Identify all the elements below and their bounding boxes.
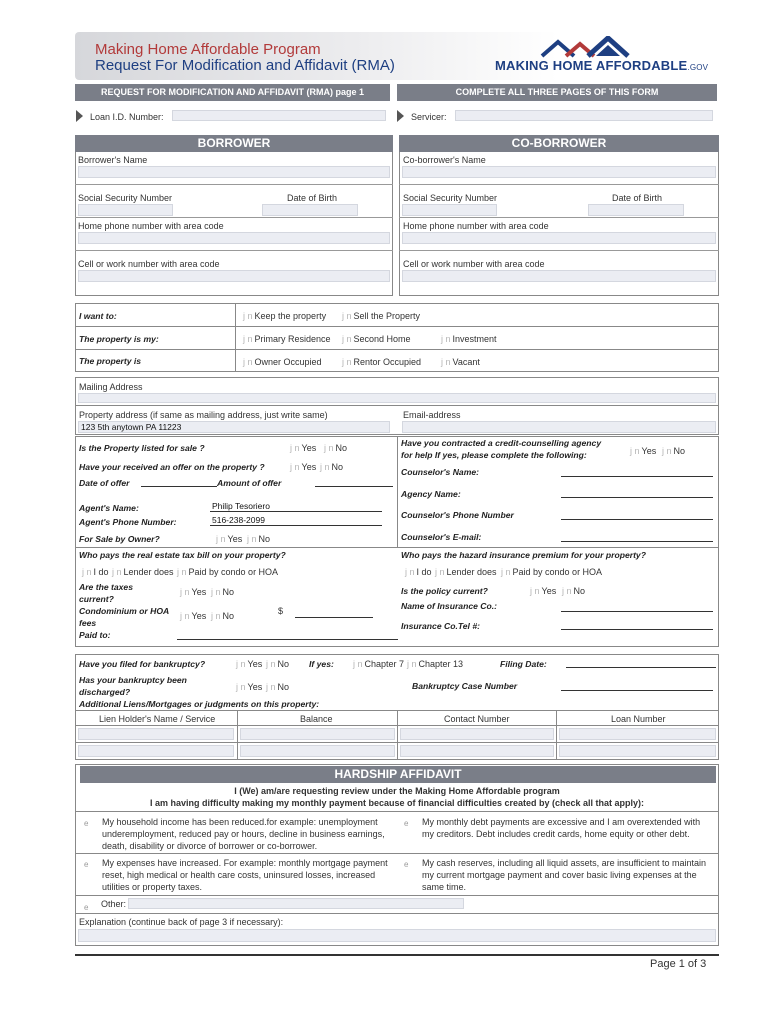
- amount-of-offer-input[interactable]: [315, 477, 393, 487]
- policy-current-label: Is the policy current?: [401, 586, 488, 596]
- hardship-item-cash: My cash reserves, including all liquid assets, are insufficient to maintain my current mortgage payment and cover basic living expenses at the same time.: [422, 858, 706, 892]
- offer-received-label: Have your received an offer on the property ?: [79, 462, 265, 472]
- page-number: Page 1 of 3: [650, 958, 707, 970]
- lien-contact-input-1[interactable]: [400, 728, 554, 740]
- servicer-label: Servicer:: [411, 112, 447, 122]
- borrower-cell-input[interactable]: [78, 270, 390, 282]
- divider: [556, 710, 557, 760]
- discharged-yes-radio[interactable]: j n Yes: [236, 682, 263, 692]
- counselling-yes-radio[interactable]: j n Yes: [630, 446, 657, 456]
- lien-loan-input-2[interactable]: [559, 745, 716, 757]
- if-yes-label: If yes:: [309, 659, 334, 669]
- primary-residence-radio[interactable]: j n Primary Residence: [243, 334, 331, 344]
- insurance-co-input[interactable]: [561, 602, 713, 612]
- coborrower-dob-label: Date of Birth: [612, 193, 663, 203]
- condo-fee-amount-input[interactable]: [295, 608, 373, 618]
- divider: [75, 742, 719, 743]
- taxes-current-label-1: Are the taxes: [79, 582, 133, 592]
- coborrower-ssn-input[interactable]: [402, 204, 497, 216]
- property-is-my-label: The property is my:: [79, 334, 159, 344]
- income-reduced-checkbox[interactable]: e: [84, 819, 89, 828]
- divider: [75, 405, 719, 406]
- other-label: Other:: [101, 899, 127, 909]
- hardship-heading: HARDSHIP AFFIDAVIT: [80, 766, 716, 783]
- chapter-13-radio[interactable]: j n Chapter 13: [407, 659, 464, 669]
- liens-label: Additional Liens/Mortgages or judgments on this property:: [79, 699, 320, 709]
- coborrower-cell-label: Cell or work number with area code: [403, 259, 545, 269]
- condo-fees-label-2: fees: [79, 618, 97, 628]
- discharged-label-2: discharged?: [79, 687, 131, 697]
- credit-counselling-label-2: for help If yes, please complete the following:: [401, 450, 587, 460]
- taxes-current-label-2: current?: [79, 594, 114, 604]
- property-address-label: Property address (if same as mailing address, just write same): [79, 410, 328, 420]
- borrower-home-phone-label: Home phone number with area code: [78, 221, 224, 231]
- divider: [75, 250, 393, 251]
- borrower-heading: BORROWER: [75, 135, 393, 152]
- agent-name-label: Agent's Name:: [79, 503, 139, 513]
- counselor-name-label: Counselor's Name:: [401, 467, 479, 477]
- lien-holder-input-2[interactable]: [78, 745, 234, 757]
- dollar-sign: $: [278, 606, 284, 616]
- borrower-cell-label: Cell or work number with area code: [78, 259, 220, 269]
- tax-bill-label: Who pays the real estate tax bill on your property?: [79, 550, 286, 560]
- coborrower-name-input[interactable]: [402, 166, 716, 178]
- coborrower-cell-input[interactable]: [402, 270, 716, 282]
- counselor-phone-label: Counselor's Phone Number: [401, 510, 514, 520]
- coborrower-dob-input[interactable]: [588, 204, 684, 216]
- footer-rule: [75, 954, 719, 956]
- borrower-dob-input[interactable]: [262, 204, 358, 216]
- fsbo-yes-radio[interactable]: j n Yes: [216, 534, 243, 544]
- program-title: Making Home Affordable Program: [95, 41, 321, 58]
- divider: [237, 710, 238, 760]
- coborrower-ssn-label: Social Security Number: [403, 193, 498, 203]
- coborrower-home-phone-label: Home phone number with area code: [403, 221, 549, 231]
- date-of-offer-label: Date of offer: [79, 478, 130, 488]
- listed-for-sale-label: Is the Property listed for sale ?: [79, 443, 205, 453]
- owner-occupied-radio[interactable]: j n Owner Occupied: [243, 357, 322, 367]
- coborrower-home-phone-input[interactable]: [402, 232, 716, 244]
- col-loan-number: Loan Number: [611, 714, 666, 724]
- divider: [399, 217, 719, 218]
- coborrower-name-label: Co-borrower's Name: [403, 155, 486, 165]
- expenses-increased-checkbox[interactable]: e: [84, 860, 89, 869]
- lien-contact-input-2[interactable]: [400, 745, 554, 757]
- divider: [75, 217, 393, 218]
- borrower-ssn-label: Social Security Number: [78, 193, 173, 203]
- house-roofs-icon: [540, 36, 650, 58]
- amount-of-offer-label: Amount of offer: [217, 478, 282, 488]
- hardship-item-debt: My monthly debt payments are excessive and I am overextended with my creditors. Debt includes credit cards, home equity or other debt.: [422, 817, 701, 839]
- borrower-name-input[interactable]: [78, 166, 390, 178]
- second-home-radio[interactable]: j n Second Home: [342, 334, 411, 344]
- sell-property-radio[interactable]: j n Sell the Property: [342, 311, 421, 321]
- offer-yes-radio[interactable]: j n Yes: [290, 462, 317, 472]
- counselling-no-radio[interactable]: j n No: [662, 446, 686, 456]
- lien-holder-input-1[interactable]: [78, 728, 234, 740]
- paid-to-label: Paid to:: [79, 630, 111, 640]
- coborrower-heading: CO-BORROWER: [399, 135, 719, 152]
- mailing-address-label: Mailing Address: [79, 382, 143, 392]
- condo-no-radio[interactable]: j n No: [211, 611, 235, 621]
- policy-no-radio[interactable]: j n No: [562, 586, 586, 596]
- borrower-ssn-input[interactable]: [78, 204, 173, 216]
- divider: [397, 436, 398, 547]
- hardship-item-income: My household income has been reduced.for example: unemployment underemployment, reduced pay or hours, decline in business earnings, death, disability or divorce of borrower or co-borrower.: [102, 817, 385, 851]
- lien-loan-input-1[interactable]: [559, 728, 716, 740]
- condo-fees-label-1: Condominium or HOA: [79, 606, 170, 616]
- tax-condo-radio[interactable]: j n Paid by condo or HOA: [177, 567, 279, 577]
- bankruptcy-no-radio[interactable]: j n No: [266, 659, 290, 669]
- property-address-input[interactable]: 123 5th anytown PA 11223: [78, 421, 390, 433]
- rentor-occupied-radio[interactable]: j n Rentor Occupied: [342, 357, 422, 367]
- counselor-name-input[interactable]: [561, 467, 713, 477]
- agent-phone-label: Agent's Phone Number:: [79, 517, 177, 527]
- divider: [75, 184, 393, 185]
- tax-lender-radio[interactable]: j n Lender does: [112, 567, 174, 577]
- col-balance: Balance: [300, 714, 333, 724]
- hazard-i-do-radio[interactable]: j n I do: [405, 567, 432, 577]
- loan-id-label: Loan I.D. Number:: [90, 112, 164, 122]
- col-lien-holder: Lien Holder's Name / Service: [99, 714, 216, 724]
- email-input[interactable]: [402, 421, 716, 433]
- insurance-tel-label: Insurance Co.Tel #:: [401, 621, 480, 631]
- insurance-co-label: Name of Insurance Co.:: [401, 601, 497, 611]
- hardship-intro-2: I am having difficulty making my monthly payment because of financial difficulties created by (check all that apply):: [149, 798, 645, 808]
- case-number-input[interactable]: [561, 681, 713, 691]
- hardship-item-expenses: My expenses have increased. For example: monthly mortgage payment reset, high medical or health care costs, uninsured losses, increased utilities or property taxes.: [102, 858, 388, 892]
- counselor-email-input[interactable]: [561, 532, 713, 542]
- listed-yes-radio[interactable]: j n Yes: [290, 443, 317, 453]
- divider: [75, 547, 719, 548]
- bankruptcy-yes-radio[interactable]: j n Yes: [236, 659, 263, 669]
- agency-name-input[interactable]: [561, 488, 713, 498]
- explanation-input[interactable]: [78, 929, 716, 942]
- tax-i-do-radio[interactable]: j n I do: [82, 567, 109, 577]
- arrow-icon: [76, 110, 83, 122]
- col-contact-number: Contact Number: [444, 714, 510, 724]
- divider: [399, 184, 719, 185]
- discharged-label-1: Has your bankruptcy been: [79, 675, 187, 685]
- counselor-phone-input[interactable]: [561, 510, 713, 520]
- divider: [75, 853, 719, 854]
- agent-phone-input[interactable]: 516-238-2099: [210, 515, 382, 526]
- listed-no-radio[interactable]: j n No: [324, 443, 348, 453]
- case-number-label: Bankruptcy Case Number: [412, 681, 518, 691]
- servicer-input[interactable]: [455, 110, 713, 121]
- email-label: Email-address: [403, 410, 461, 420]
- divider: [235, 303, 236, 372]
- divider: [75, 913, 719, 914]
- divider: [75, 725, 719, 726]
- divider: [75, 326, 719, 327]
- hardship-intro-1: I (We) am/are requesting review under the Making Home Affordable program: [234, 786, 560, 796]
- agent-name-input[interactable]: Philip Tesoriero: [210, 501, 382, 512]
- taxes-yes-radio[interactable]: j n Yes: [180, 587, 207, 597]
- borrower-dob-label: Date of Birth: [287, 193, 338, 203]
- other-input[interactable]: [128, 898, 464, 909]
- counselor-email-label: Counselor's E-mail:: [401, 532, 482, 542]
- bankruptcy-filed-label: Have you filed for bankruptcy?: [79, 659, 206, 669]
- condo-yes-radio[interactable]: j n Yes: [180, 611, 207, 621]
- want-to-label: I want to:: [79, 311, 117, 321]
- keep-property-radio[interactable]: j n Keep the property: [243, 311, 327, 321]
- filing-date-input[interactable]: [566, 658, 716, 668]
- form-title: Request For Modification and Affidavit (RMA): [95, 57, 395, 74]
- agency-name-label: Agency Name:: [401, 489, 461, 499]
- divider: [75, 895, 719, 896]
- debt-excessive-checkbox[interactable]: e: [404, 819, 409, 828]
- loan-id-input[interactable]: [172, 110, 386, 121]
- lien-balance-input-1[interactable]: [240, 728, 395, 740]
- filing-date-label: Filing Date:: [500, 659, 547, 669]
- mailing-address-input[interactable]: [78, 393, 716, 403]
- date-of-offer-input[interactable]: [141, 477, 217, 487]
- divider: [397, 710, 398, 760]
- borrower-name-label: Borrower's Name: [78, 155, 148, 165]
- page-bar-right: COMPLETE ALL THREE PAGES OF THIS FORM: [397, 84, 717, 101]
- for-sale-owner-label: For Sale by Owner?: [79, 534, 160, 544]
- hazard-condo-radio[interactable]: j n Paid by condo or HOA: [501, 567, 603, 577]
- hazard-lender-radio[interactable]: j n Lender does: [435, 567, 497, 577]
- discharged-no-radio[interactable]: j n No: [266, 682, 290, 692]
- divider: [75, 811, 719, 812]
- paid-to-input[interactable]: [177, 630, 398, 640]
- other-checkbox[interactable]: e: [84, 903, 89, 912]
- fsbo-no-radio[interactable]: j n No: [247, 534, 271, 544]
- offer-no-radio[interactable]: j n No: [320, 462, 344, 472]
- lien-balance-input-2[interactable]: [240, 745, 395, 757]
- divider: [399, 250, 719, 251]
- divider: [75, 349, 719, 350]
- chapter-7-radio[interactable]: j n Chapter 7: [353, 659, 405, 669]
- arrow-icon: [397, 110, 404, 122]
- logo: MAKING HOME AFFORDABLE.GOV: [495, 58, 709, 73]
- explanation-label: Explanation (continue back of page 3 if necessary):: [79, 917, 284, 927]
- page-bar-left: REQUEST FOR MODIFICATION AND AFFIDAVIT (RMA) page 1: [75, 84, 390, 101]
- policy-yes-radio[interactable]: j n Yes: [530, 586, 557, 596]
- insurance-tel-input[interactable]: [561, 620, 713, 630]
- vacant-radio[interactable]: j n Vacant: [441, 357, 480, 367]
- cash-reserves-checkbox[interactable]: e: [404, 860, 409, 869]
- taxes-no-radio[interactable]: j n No: [211, 587, 235, 597]
- investment-radio[interactable]: j n Investment: [441, 334, 497, 344]
- borrower-home-phone-input[interactable]: [78, 232, 390, 244]
- credit-counselling-label-1: Have you contracted a credit-counselling agency: [401, 438, 602, 448]
- hazard-insurance-label: Who pays the hazard insurance premium for your property?: [401, 550, 646, 560]
- property-is-label: The property is: [79, 356, 142, 366]
